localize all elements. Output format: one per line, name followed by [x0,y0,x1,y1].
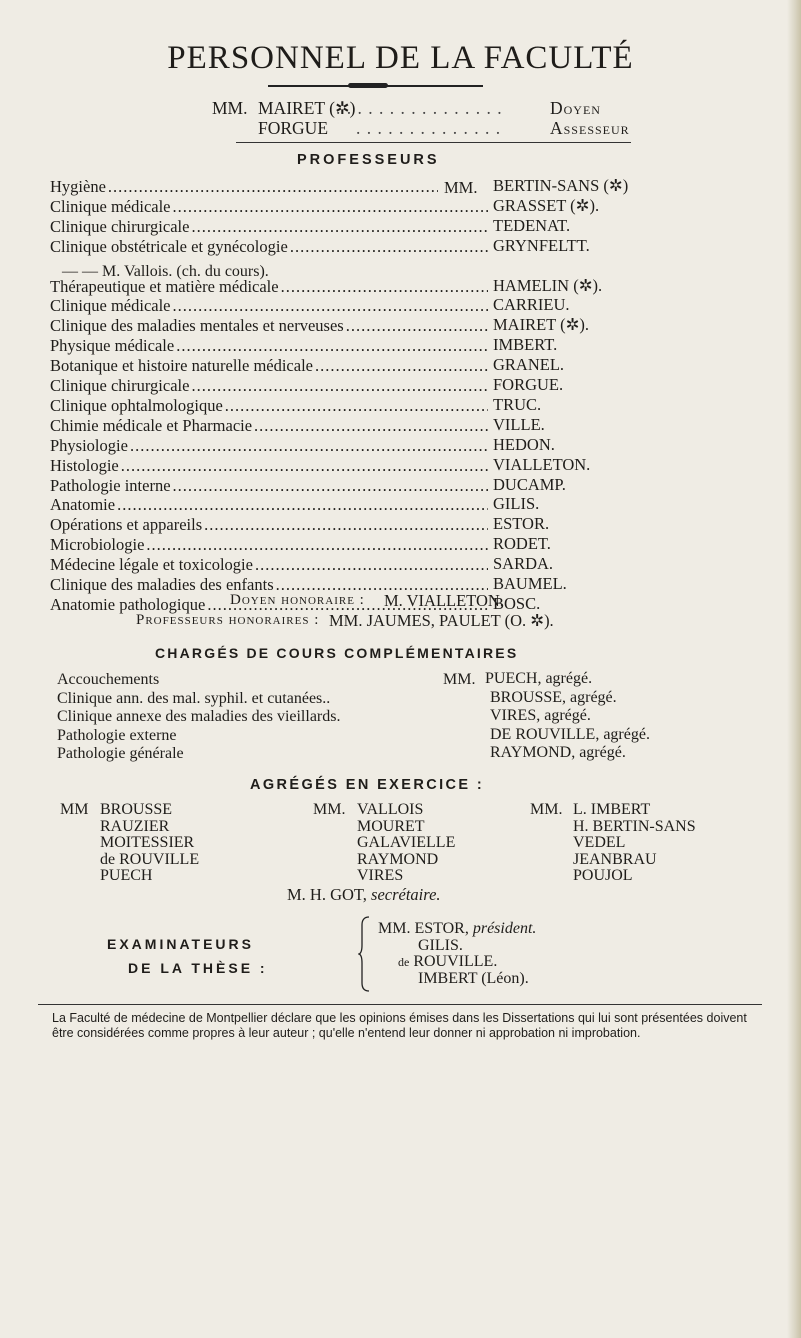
professeur-row [50,197,488,216]
dot-leader [130,436,488,456]
professeur-name: RODET. [493,534,551,554]
professeurs-honoraires-names: MM. JAUMES, PAULET (O. ✲). [329,611,554,630]
professeur-chair: Clinique obstétricale et gynécologie [50,236,288,256]
charge-course: Clinique annexe des maladies des vieillards. [57,708,341,726]
examinateur-role: président. [472,920,537,937]
admin-assesseur-leader: . . . . . . . . . . . . . . [356,118,502,138]
professeur-name: GRANEL. [493,355,565,375]
secretaire [287,885,441,905]
professeur-name: TRUC. [493,394,542,414]
agrege-name: de ROUVILLE [100,850,200,868]
examinateur-name: ROUVILLE. [413,953,498,971]
professeur-name: GILIS. [493,494,540,514]
professeur-chair: Clinique médicale [50,296,171,316]
professeur-row [50,316,488,335]
agrege-name: H. BERTIN-SANS [573,817,696,835]
dot-leader [146,535,488,555]
page-title: PERSONNEL DE LA FACULTÉ [167,40,634,76]
examinateur-row [378,920,536,937]
doyen-honoraire-name: M. VIALLETON. [384,591,504,610]
agrege-name: L. IMBERT [573,801,651,818]
examinateur-row [418,937,467,954]
professeur-chair: Clinique chirurgicale [50,216,190,236]
charge-course: Clinique ann. des mal. syphil. et cutanées.. [57,689,331,707]
admin-doyen-name: MAIRET (✲) [258,98,356,118]
professeur-name: DUCAMP. [493,474,566,494]
professeur-name: VILLE. [493,414,545,434]
professeur-name: HAMELIN (✲). [493,275,603,295]
professeur-row [50,396,488,415]
examinateur-row [418,970,533,987]
professeur-chair: Hygiène [50,177,106,196]
professeur-chair: Clinique des maladies mentales et nerveuses [50,316,344,336]
professeur-row [50,535,488,554]
professeurs-honoraires-label: Professeurs honoraires : [136,612,320,628]
agrege-name: POUJOL [573,867,633,884]
examinateur-name: ESTOR, [414,920,469,937]
dot-leader [255,555,488,575]
admin-assesseur-role: Assesseur [550,118,630,138]
examinateur-name: IMBERT (Léon). [418,969,529,987]
agrege-name: VALLOIS [357,801,424,818]
charge-name: DE ROUVILLE, agrégé. [490,725,650,743]
agrege-name: BROUSSE [100,801,173,818]
agrege-name: JEANBRAU [573,850,657,868]
professeur-chair: Physiologie [50,435,128,455]
professeur-chair: Médecine légale et toxicologie [50,555,253,575]
professeur-chair: Clinique chirurgicale [50,376,190,395]
agrege-name: RAYMOND [357,850,439,868]
professeur-name: GRASSET (✲). [493,195,600,215]
professeur-chair: Chimie médicale et Pharmacie [50,415,253,435]
agreges-column-prefix: MM [60,801,89,818]
charge-name: RAYMOND, agrégé. [490,744,626,762]
title-ornament-rule [268,85,483,87]
charge-course: Pathologie générale [57,745,184,763]
dot-leader [315,356,488,376]
professeur-chair: Physique médicale [50,336,175,356]
agreges-column-prefix: MM. [313,801,346,818]
agrege-name: MOURET [357,817,425,835]
professeur-chair: Clinique ophtalmologique [50,395,223,415]
examinateurs-heading-line2: DE LA THÈSE : [128,960,268,976]
page-edge-shadow [787,0,801,1338]
professeur-name: BOSC. [493,593,541,613]
professeur-row [50,296,488,315]
professeur-chair: Histologie [50,455,119,475]
examinateurs-heading-line1: EXAMINATEURS [107,936,254,952]
dot-leader [173,197,488,217]
dot-leader [191,376,488,396]
admin-divider [236,142,631,143]
dot-leader [191,217,488,237]
charge-course: Pathologie externe [57,726,177,744]
admin-assesseur-name: FORGUE [258,118,329,138]
dot-leader [254,416,488,436]
dot-leader [225,396,488,416]
agrege-name: GALAVIELLE [357,834,456,851]
professeur-chair: Pathologie interne [50,475,171,495]
professeur-name: IMBERT. [493,335,558,355]
charges-mm-label: MM. [443,671,476,688]
professeur-name: VIALLETON. [493,454,591,474]
agreges-column-prefix: MM. [530,801,563,818]
professeurs-mm-label: MM. [444,178,478,197]
professeur-row [50,476,488,495]
admin-doyen-role: Doyen [550,98,601,118]
professeurs-heading: PROFESSEURS [297,152,440,168]
professeur-chair: Clinique médicale [50,196,171,216]
dot-leader [281,277,488,297]
professeur-row [50,177,438,196]
professeur-name: SARDA. [493,554,554,574]
examinateurs-brace [358,915,372,993]
professeur-chair: Anatomie [50,495,116,515]
examinateur-prefix: MM. [378,920,411,937]
professeur-row [50,237,488,256]
admin-prefix-mm: MM. [212,98,248,118]
professeur-row [50,555,488,574]
agrege-name: PUECH [100,867,153,884]
examinateur-row [398,953,501,971]
examinateur-prefix: de [398,955,410,970]
admin-doyen-leader: . . . . . . . . . . . . . . . . [336,98,503,118]
secretaire-name: M. H. GOT, [287,885,367,904]
agrege-name: VIRES [357,867,404,884]
charge-course: Accouchements [57,671,160,688]
agrege-name: MOITESSIER [100,834,195,851]
agrege-name: VEDEL [573,834,626,851]
professeur-row [50,376,488,395]
dot-leader [173,476,488,496]
professeur-row [50,436,488,455]
professeur-row [50,336,488,355]
professeur-chair: Anatomie pathologique [50,594,206,614]
professeur-chair: Microbiologie [50,535,145,555]
footer-divider [38,1004,762,1005]
cours-note: — — M. Vallois. (ch. du cours). [62,263,269,280]
professeur-row [50,495,488,514]
examinateur-name: GILIS. [418,936,463,954]
professeur-name: HEDON. [493,434,555,454]
professeur-name: FORGUE. [493,375,564,394]
dot-leader [176,336,488,356]
professeur-name: BERTIN-SANS (✲) [493,176,629,195]
professeur-name: TEDENAT. [493,215,571,235]
agrege-name: RAUZIER [100,817,170,835]
professeur-name: BAUMEL. [493,574,567,593]
disclaimer-text: La Faculté de médecine de Montpellier déclare que les opinions émises dans les Dissertations qui lui sont présentées doivent être considérées comme propres à leur auteur ; qu'elle n'entend leur donner ni approbation ni improbation. [52,1011,747,1040]
professeur-chair: Opérations et appareils [50,515,203,535]
dot-leader [204,515,488,535]
agreges-heading: AGRÉGÉS EN EXERCICE : [250,777,485,793]
professeur-name: CARRIEU. [493,295,570,315]
professeur-row [50,515,488,534]
dot-leader [117,495,488,515]
charges-heading: CHARGÉS DE COURS COMPLÉMENTAIRES [155,645,519,661]
dot-leader [346,316,488,336]
professeur-row [50,356,488,375]
doyen-honoraire-label: Doyen honoraire : [230,592,365,608]
charge-name: BROUSSE, agrégé. [490,688,617,706]
professeur-name: GRYNFELTT. [493,235,590,255]
dot-leader [108,177,438,197]
professeur-row [50,416,488,435]
professeur-chair: Clinique des maladies des enfants [50,575,274,594]
dot-leader [173,296,488,316]
charge-name: PUECH, agrégé. [485,670,593,687]
secretaire-role: secrétaire. [371,885,441,904]
professeur-chair: Botanique et histoire naturelle médicale [50,356,313,376]
professeur-name: ESTOR. [493,514,550,534]
professeur-chair: Thérapeutique et matière médicale [50,276,279,296]
professeur-row [50,217,488,236]
dot-leader [121,456,488,476]
professeur-name: MAIRET (✲). [493,315,590,335]
professeur-row [50,456,488,475]
charge-name: VIRES, agrégé. [490,707,591,725]
dot-leader [290,237,488,257]
